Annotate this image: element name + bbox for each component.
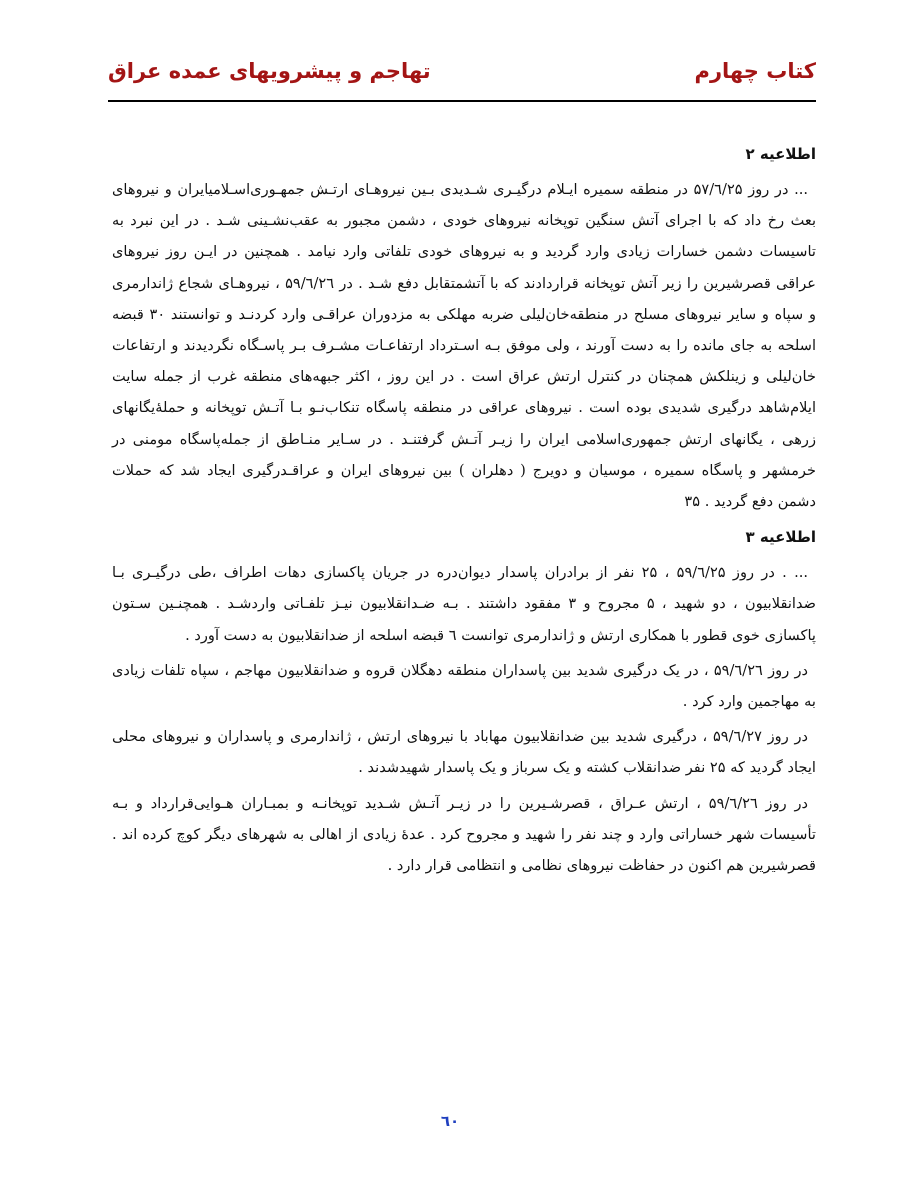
- section-3-paragraph-4: در روز ۵۹/٦/۲٦ ، ارتش عـراق ، قصرشـیرین را در زیـر آتـش شـدید توپخانـه و بمبـاران هـوایی‌قرارداد و بـه تأسیسات شهر خساراتی وارد و چند نفر را شهید و مجروح کرد . عدۀ زیادی از اهالی به شهرهای دیگر کوچ کرده اند . قصرشیرین هم اکنون در حفاظت نیروهای نظامی و انتظامی قرار دارد .: [112, 794, 816, 875]
- chapter-title: تهاجم و پیشرویهای عمده عراق: [108, 59, 431, 83]
- section-2-paragraph: ... در روز ۵۷/٦/۲۵ در منطقه سمیره ایـلام درگیـری شـدیدی بـین نیروهـای ارتـش جمهـوری‌اسـلامیایران و نیروهای بعث رخ داد که با اجرای آتش سنگین توپخانه نیروهای خودی ، دشمن مجبور به عقب‌نشـینی شـد . در این نبرد به تاسیسات دشمن خسارات زیادی وارد گردید و به نیروهای خودی تلفاتی وارد نیامد . همچنین در ایـن روز نیروهای عراقی قصرشیرین را زیر آتش توپخانه قراردادند که با آتشمتقابل دفع شـد . در ۵۹/٦/۲٦ ، نیروهـای شجاع ژاندارمری و سپاه و سایر نیروهای مسلح در منطقه‌خان‌لیلی ضربه مهلکی به مزدوران عراقـی وارد کردنـد و توانستند ۳۰ قبضه اسلحه به جای مانده را به دست آورند ، ولی موفق بـه اسـترداد ارتفاعـات مشـرف بـر پاسـگاه نگردیدند و ارتفاعات خان‌لیلی و زینلکش همچنان در کنترل ارتش عراق است . در این روز ، اکثر جبهه‌های منطقه غرب از جمله سایت ایلام‌شاهد درگیری شدیدی بوده است . نیروهای عراقی در منطقه پاسگاه تنکاب‌نـو بـا آتـش توپخانه و حمله‌ٔیگانهای زرهی ، یگانهای ارتش جمهوری‌اسلامی ایران را زیـر آتـش گرفتنـد . در سـایر منـاطق از جمله‌پاسگاه مومنی در خرمشهر و پاسگاه سمیره ، موسیان و دویرج ( دهلران ) بین نیروهای ایران و عراقـدرگیری ایجاد شد که حملات دشمن دفع گردید . ۳۵: [112, 181, 817, 511]
- section-3-paragraph-1: ... . در روز ۵۹/٦/۲۵ ، ۲۵ نفر از برادران پاسدار دیوان‌دره در جریان پاکسازی دهات اطراف ،طی درگیـری بـا ضدانقلابیون ، دو شهید ، ۵ مجروح و ۳ مفقود داشتند . بـه ضـدانقلابیون نیـز تلفـاتی واردشـد . همچنـین سـتون پاکسازی خوی قطور با همکاری ارتش و ژاندارمری توانست ٦ قبضه اسلحه از ضدانقلابیون به دست آورد .: [112, 564, 816, 644]
- page-header: [108, 55, 816, 93]
- header-divider: [108, 100, 816, 102]
- page-number: ٦۰: [440, 1112, 460, 1130]
- section-heading-2: اطلاعیه ۲: [745, 145, 816, 163]
- section-3-paragraph-3: در روز ۵۹/٦/۲۷ ، درگیری شدید بین ضدانقلابیون مهاباد با نیروهای ارتش ، ژاندارمری و پاسداران و نیروهای محلی ایجاد گردید که ۲۵ نفر ضدانقلاب کشته و یک سرباز و یک پاسدار شهیدشدند .: [112, 728, 816, 777]
- page-body: [112, 140, 816, 885]
- section-3-paragraph-2: در روز ۵۹/٦/۲٦ ، در یک درگیری شدید بین پاسداران منطقه دهگلان قروه و ضدانقلابیون مهاجم ، سپاه تلفات زیادی به مهاجمین وارد کرد .: [112, 661, 816, 711]
- book-title: کتاب چهارم: [694, 59, 816, 83]
- section-heading-3: اطلاعیه ۳: [745, 528, 816, 547]
